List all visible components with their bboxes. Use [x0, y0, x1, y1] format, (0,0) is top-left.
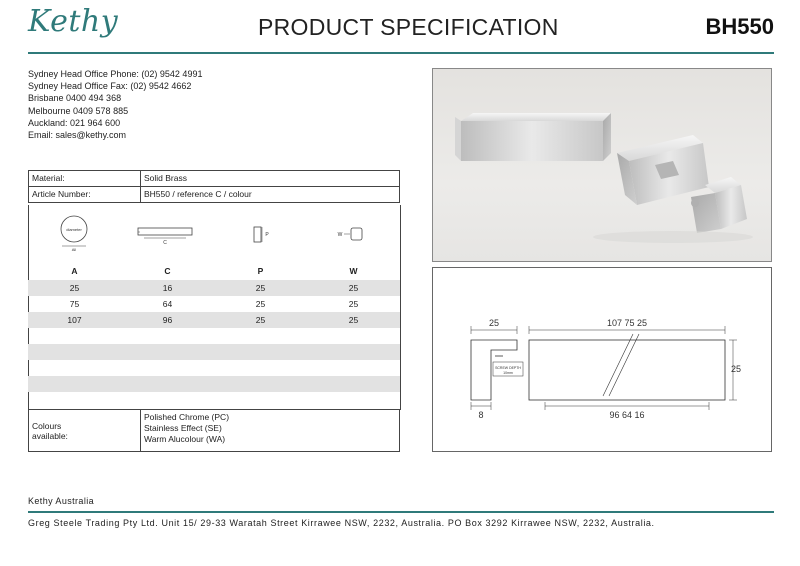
product-photo: [432, 68, 772, 262]
drawing-canvas: [433, 268, 771, 451]
dim-top-right: 107 75 25: [606, 318, 648, 328]
contact-line: Melbourne 0409 578 885: [28, 105, 129, 116]
empty-row: [28, 392, 400, 408]
contact-line: Auckland: 021 964 600: [28, 117, 121, 128]
dim-bottom-left: 8: [478, 410, 484, 420]
colours-list: [141, 410, 400, 452]
table-cell: 25: [255, 283, 266, 293]
break-line: [603, 334, 633, 396]
column-header: W: [349, 266, 358, 276]
handle-illustration: [433, 69, 771, 261]
header-divider: [28, 52, 774, 54]
empty-row: [28, 328, 400, 344]
article-label: Article Number:: [29, 187, 141, 203]
material-label: Material:: [29, 171, 141, 187]
footer-divider: [28, 511, 774, 513]
spec-table: [28, 170, 400, 203]
table-cell: 16: [162, 283, 173, 293]
dimension-table: [28, 262, 400, 408]
break-line: [609, 334, 639, 396]
product-code: BH550: [705, 14, 774, 39]
all-label: All: [71, 247, 77, 252]
w-label: W: [337, 232, 343, 238]
contact-line: Brisbane 0400 494 368: [28, 93, 122, 104]
contact-line: Sydney Head Office Fax: (02) 9542 4662: [28, 81, 192, 92]
table-cell: 107: [67, 315, 82, 325]
column-header: A: [71, 266, 78, 276]
table-cell: 25: [255, 315, 266, 325]
table-cell: 75: [69, 299, 80, 309]
screw-depth-value: 10mm: [503, 371, 513, 375]
empty-row: [28, 344, 400, 360]
table-row: [28, 296, 400, 312]
contact-line: Email: sales@kethy.com: [28, 130, 126, 141]
colours-label-line: Colours: [32, 420, 62, 431]
contact-line: Sydney Head Office Phone: (02) 9542 4991: [28, 69, 203, 79]
article-value: BH550 / reference C / colour: [141, 187, 400, 203]
column-header: P: [257, 266, 264, 276]
empty-row: [28, 376, 400, 392]
table-cell: 25: [348, 315, 359, 325]
page-title: PRODUCT SPECIFICATION: [258, 14, 559, 40]
p-label: P: [265, 232, 269, 238]
material-value: Solid Brass: [141, 171, 400, 187]
length-c-icon: [134, 222, 198, 246]
technical-drawing: [432, 267, 772, 452]
colours-table: [28, 409, 400, 452]
table-cell: 64: [162, 299, 173, 309]
dim-top-left: 25: [488, 318, 500, 328]
table-cell: 25: [348, 299, 359, 309]
diameter-icon: [56, 212, 96, 252]
screw-depth-label: SCREW DEPTH: [495, 366, 521, 370]
large-handle: [455, 113, 611, 161]
dim-right: 25: [730, 364, 742, 374]
colour-option: Stainless Effect (SE): [144, 423, 222, 433]
colour-option: Polished Chrome (PC): [144, 412, 230, 422]
medium-handle: [617, 135, 709, 205]
contact-block: [28, 68, 202, 141]
projection-p-icon: [248, 224, 274, 248]
diameter-label: diameter: [66, 227, 82, 232]
column-header: C: [164, 266, 171, 276]
c-label: C: [163, 240, 167, 246]
dim-bottom-right: 96 64 16: [609, 410, 645, 420]
table-row: [28, 280, 400, 296]
front-profile: [529, 340, 725, 400]
side-profile: [471, 340, 517, 400]
brand-logo: Kethy: [28, 4, 119, 39]
width-w-icon: [334, 224, 370, 248]
footer-address: Greg Steele Trading Pty Ltd. Unit 15/ 29-33 Waratah Street Kirrawee NSW, 2232, Australia. PO Box 3292 Kirrawee NSW, 2232, Australia.: [28, 518, 655, 528]
colours-label-line: available:: [32, 430, 68, 441]
table-cell: 25: [348, 283, 359, 293]
dimension-header-row: [28, 262, 400, 280]
footer-company: Kethy Australia: [28, 496, 95, 506]
colour-option: Warm Alucolour (WA): [144, 434, 226, 444]
empty-row: [28, 360, 400, 376]
table-cell: 96: [162, 315, 173, 325]
table-cell: 25: [255, 299, 266, 309]
colours-label: [29, 410, 141, 452]
table-cell: 25: [69, 283, 80, 293]
table-row: [28, 312, 400, 328]
